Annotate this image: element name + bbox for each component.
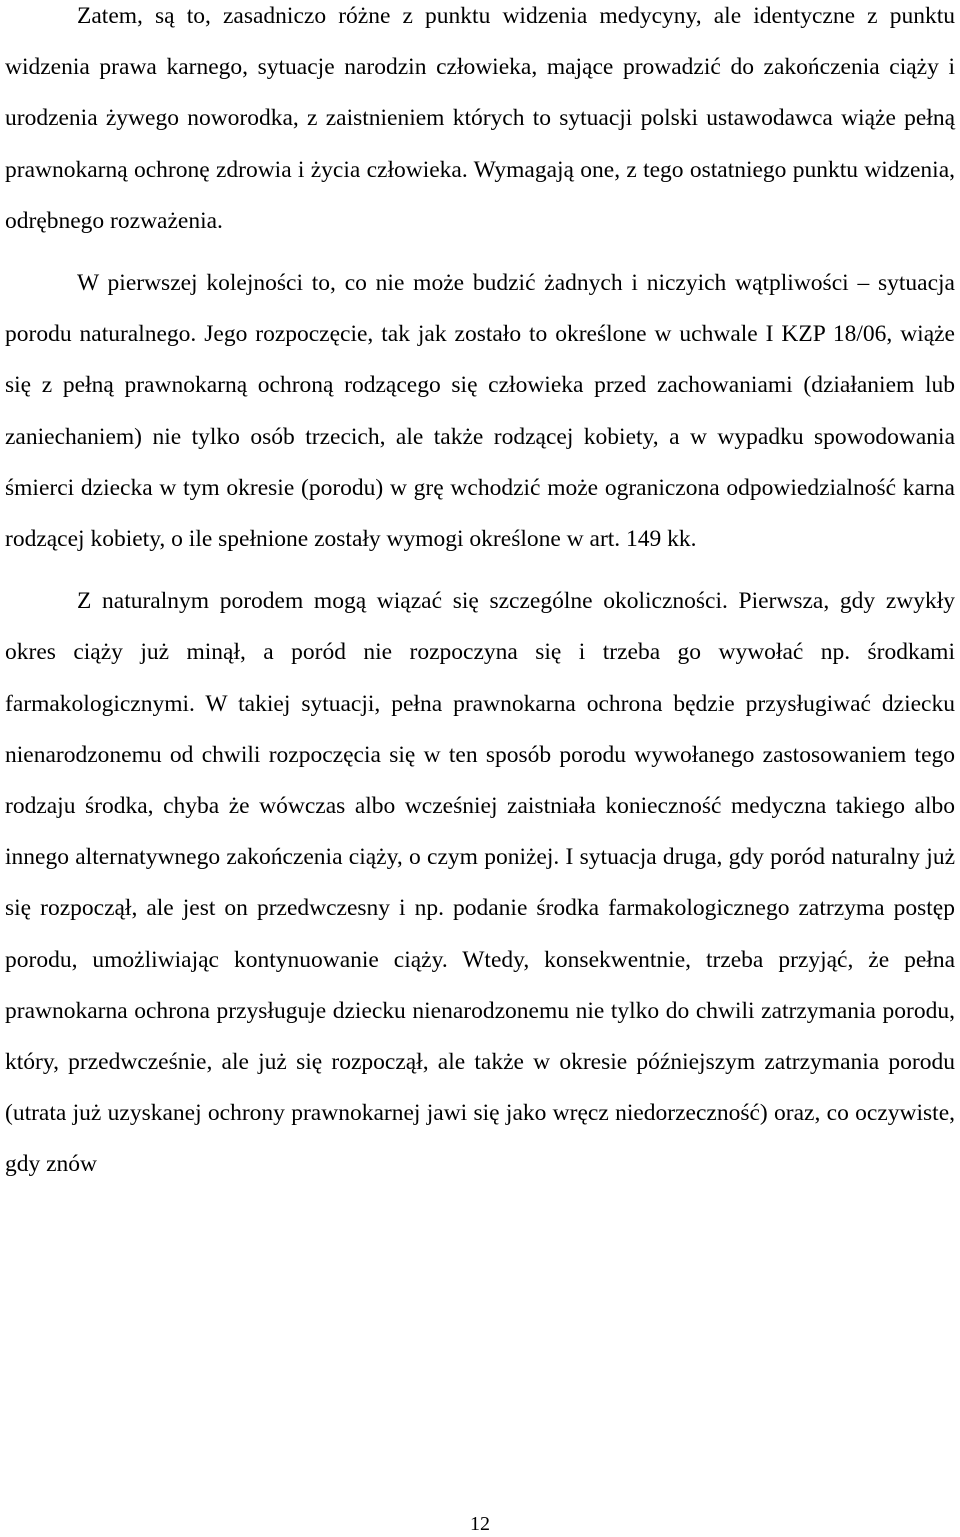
document-page	[5, 0, 955, 1537]
paragraph: Z naturalnym porodem mogą wiązać się szczególne okoliczności. Pierwsza, gdy zwykły okres ciąży już minął, a poród nie rozpoczyna się i trzeba go wywołać np. środkami farmakologicznymi. W takiej sytuacji, pełna prawnokarna ochrona będzie przysługiwać dziecku nienarodzonemu od chwili rozpoczęcia się w ten sposób porodu wywołanego zastosowaniem tego rodzaju środka, chyba że wówczas albo wcześniej zaistniała konieczność medyczna takiego albo innego alternatywnego zakończenia ciąży, o czym poniżej. I sytuacja druga, gdy poród naturalny już się rozpoczął, ale jest on przedwczesny i np. podanie środka farmakologicznego zatrzyma postęp porodu, umożliwiając kontynuowanie ciąży. Wtedy, konsekwentnie, trzeba przyjąć, że pełna prawnokarna ochrona przysługuje dziecku nienarodzonemu nie tylko do chwili zatrzymania porodu, który, przedwcześnie, ale już się rozpoczął, ale także w okresie późniejszym zatrzymania porodu (utrata już uzyskanej ochrony prawnokarnej jawi się jako wręcz niedorzeczność) oraz, co oczywiste, gdy znów	[5, 588, 955, 1178]
paragraph: Zatem, są to, zasadniczo różne z punktu widzenia medycyny, ale identyczne z punktu widzenia prawa karnego, sytuacje narodzin człowieka, mające prowadzić do zakończenia ciąży i urodzenia żywego noworodka, z zaistnieniem których to sytuacji polski ustawodawca wiąże pełną prawnokarną ochronę zdrowia i życia człowieka. Wymagają one, z tego ostatniego punktu widzenia, odrębnego rozważenia.	[5, 3, 955, 234]
page-number: 12	[470, 1513, 490, 1535]
paragraph: W pierwszej kolejności to, co nie może budzić żadnych i niczyich wątpliwości – sytuacja porodu naturalnego. Jego rozpoczęcie, tak jak zostało to określone w uchwale I KZP 18/06, wiąże się z pełną prawnokarną ochroną rodzącego się człowieka przed zachowaniami (działaniem lub zaniechaniem) nie tylko osób trzecich, ale także rodzącej kobiety, a w wypadku spowodowania śmierci dziecka w tym okresie (porodu) w grę wchodzić może ograniczona odpowiedzialność karna rodzącej kobiety, o ile spełnione zostały wymogi określone w art. 149 kk.	[5, 270, 955, 553]
